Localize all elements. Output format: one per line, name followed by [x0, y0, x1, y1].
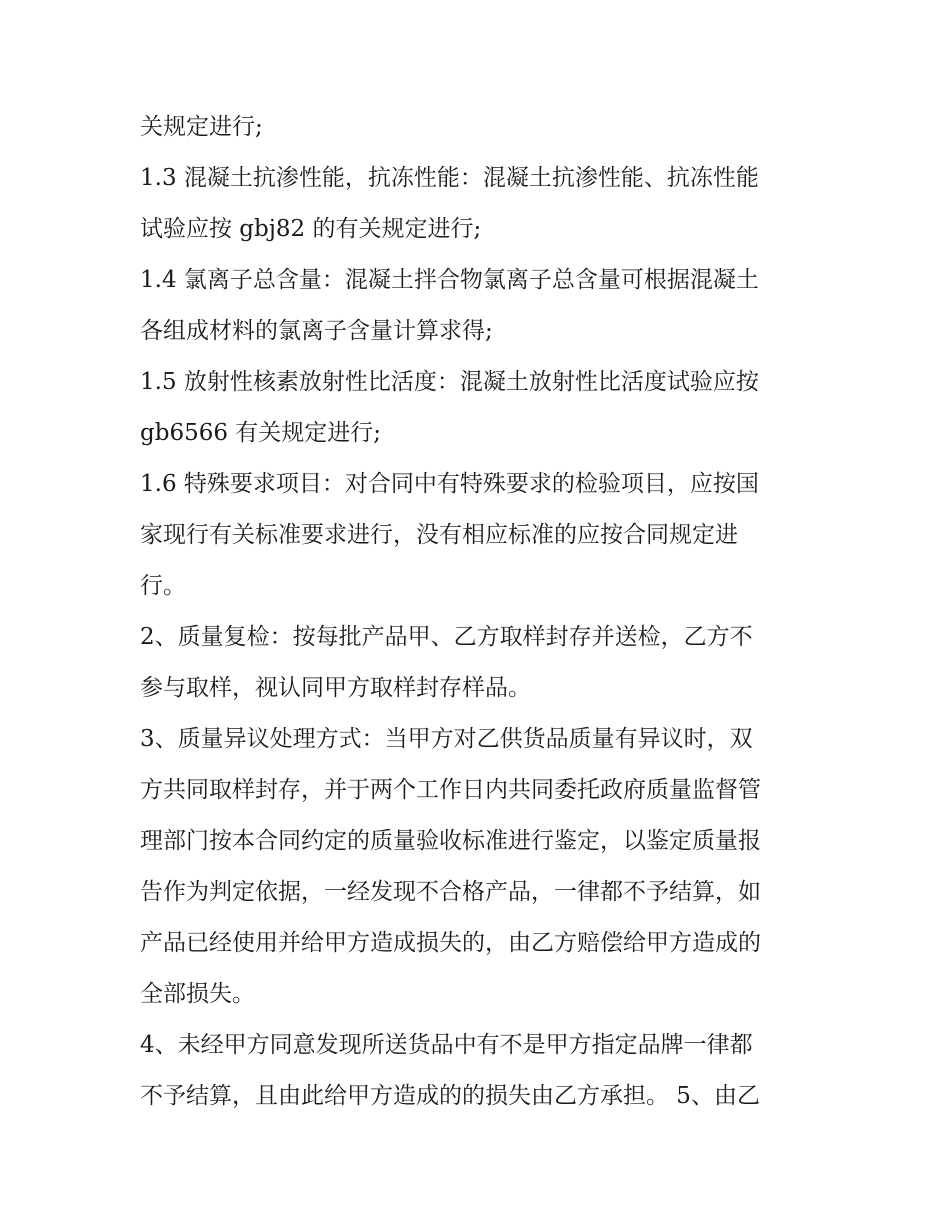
text-line: 全部损失。 [140, 981, 255, 1007]
text-line: 方共同取样封存，并于两个工作日内共同委托政府质量监督管 [140, 777, 761, 803]
text-line: 试验应按 gbj82 的有关规定进行; [140, 216, 482, 242]
text-line: 参与取样，视认同甲方取样封存样品。 [140, 675, 531, 701]
text-line: 不予结算，且由此给甲方造成的的损失由乙方承担。 5、由乙 [140, 1083, 760, 1109]
text-line: 1.6 特殊要求项目：对合同中有特殊要求的检验项目，应按国 [140, 471, 759, 497]
text-line: 理部门按本合同约定的质量验收标准进行鉴定，以鉴定质量报 [140, 828, 761, 854]
text-line: 各组成材料的氯离子含量计算求得; [140, 318, 493, 344]
text-line: gb6566 有关规定进行; [140, 420, 382, 446]
text-line: 1.5 放射性核素放射性比活度：混凝土放射性比活度试验应按 [140, 369, 759, 395]
text-line: 1.4 氯离子总含量：混凝土拌合物氯离子总含量可根据混凝土 [140, 267, 759, 293]
text-line: 产品已经使用并给甲方造成损失的，由乙方赔偿给甲方造成的 [140, 930, 761, 956]
text-line: 2、质量复检：按每批产品甲、乙方取样封存并送检，乙方不 [140, 624, 753, 650]
text-line: 家现行有关标准要求进行，没有相应标准的应按合同规定进 [140, 522, 738, 548]
document-body [140, 102, 820, 1122]
text-line: 关规定进行; [140, 114, 263, 140]
text-line: 1.3 混凝土抗渗性能，抗冻性能：混凝土抗渗性能、抗冻性能 [140, 165, 759, 191]
text-line: 告作为判定依据，一经发现不合格产品，一律都不予结算，如 [140, 879, 761, 905]
text-line: 行。 [140, 573, 186, 599]
text-line: 4、未经甲方同意发现所送货品中有不是甲方指定品牌一律都 [140, 1032, 753, 1058]
text-line: 3、质量异议处理方式：当甲方对乙供货品质量有异议时，双 [140, 726, 753, 752]
